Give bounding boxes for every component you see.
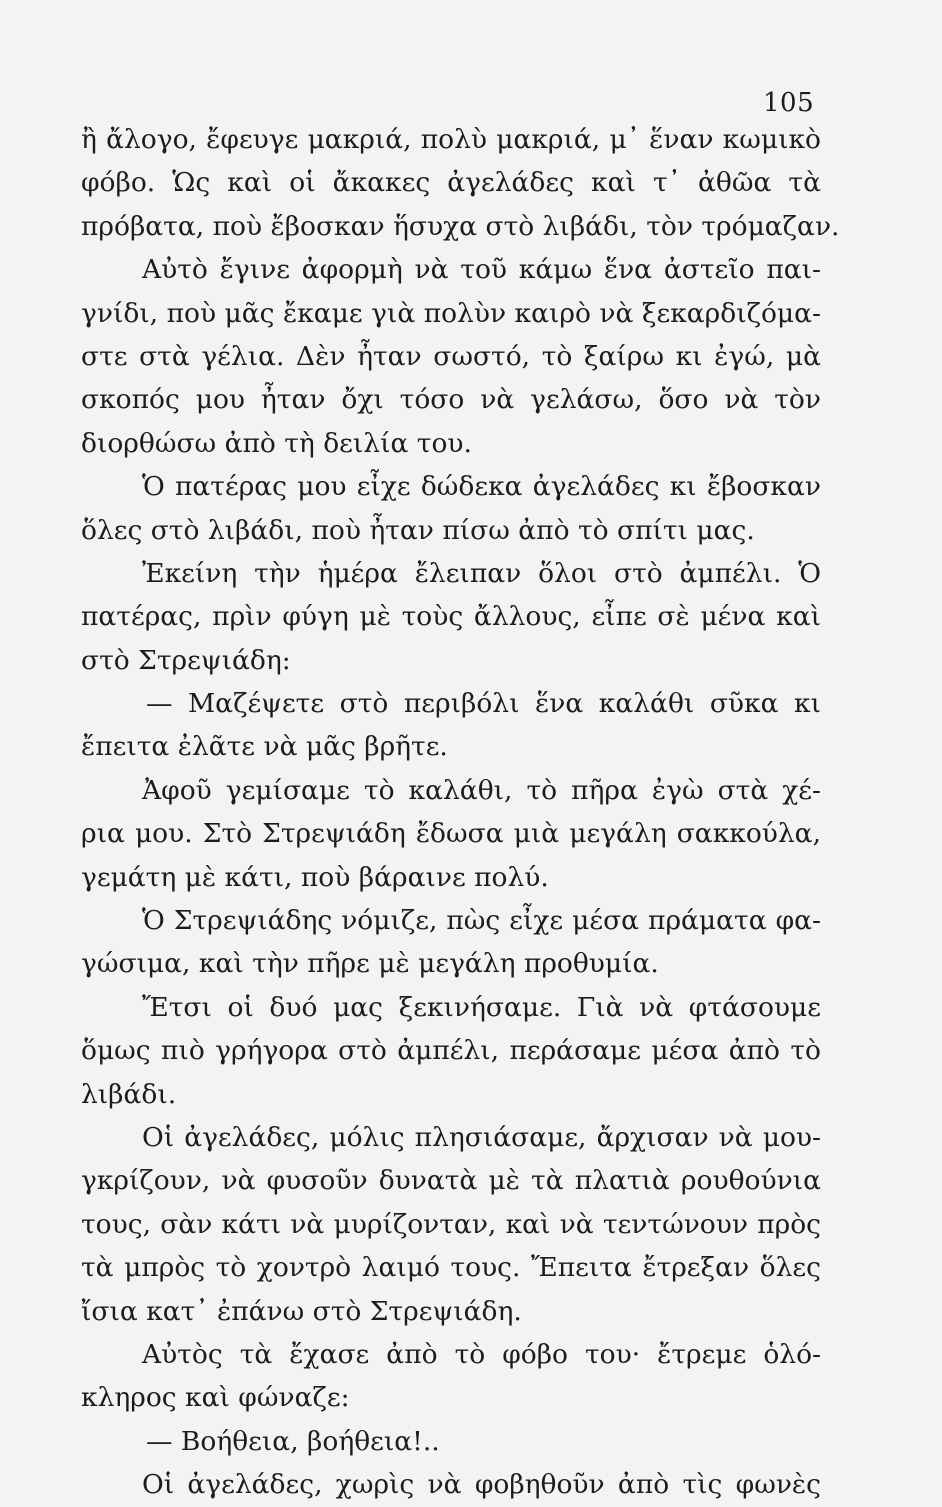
text-line: Οἱ ἀγελάδες, χωρὶς νὰ φοβηθοῦν ἀπὸ τὶς φωνὲς — [142, 1469, 821, 1501]
text-line: πατέρας, πρὶν φύγη μὲ τοὺς ἄλλους, εἶπε σὲ μένα καὶ — [81, 601, 821, 633]
text-line: Οἱ ἀγελάδες, μόλις πλησιάσαμε, ἄρχισαν νὰ μου- — [142, 1121, 821, 1153]
text-line: Ἔτσι οἱ δυό μας ξεκινήσαμε. Γιὰ νὰ φτάσουμε — [142, 991, 821, 1023]
text-line: φόβο. Ὡς καὶ οἱ ἄκακες ἀγελάδες καὶ τ᾽ ἀθῶα τὰ — [81, 167, 821, 199]
text-line: στὸ Στρεψιάδη: — [81, 644, 291, 676]
text-line: ὅμως πιὸ γρήγορα στὸ ἀμπέλι, περάσαμε μέσα ἀπὸ τὸ — [81, 1035, 821, 1067]
text-line: Ἀφοῦ γεμίσαμε τὸ καλάθι, τὸ πῆρα ἐγὼ στὰ χέ- — [142, 774, 821, 806]
page-number: 105 — [763, 88, 815, 118]
text-line: πρόβατα, ποὺ ἔβοσκαν ἥσυχα στὸ λιβάδι, τὸν τρόμαζαν. — [81, 210, 840, 242]
text-line: τὰ μπρὸς τὸ χοντρὸ λαιμό τους. Ἔπειτα ἔτρεξαν ὅλες — [81, 1252, 821, 1284]
text-line: ἔπειτα ἐλᾶτε νὰ μᾶς βρῆτε. — [81, 731, 448, 763]
text-line: ρια μου. Στὸ Στρεψιάδη ἔδωσα μιὰ μεγάλη σακκούλα, — [81, 818, 821, 850]
text-line: ὅλες στὸ λιβάδι, ποὺ ἦταν πίσω ἀπὸ τὸ σπίτι μας. — [81, 514, 755, 546]
text-line: Αὐτὸς τὰ ἔχασε ἀπὸ τὸ φόβο του· ἔτρεμε ὁλό- — [142, 1338, 821, 1370]
text-line: γνίδι, ποὺ μᾶς ἔκαμε γιὰ πολὺν καιρὸ νὰ ξεκαρδιζόμα- — [81, 297, 821, 329]
text-line: ἴσια κατ᾽ ἐπάνω στὸ Στρεψιάδη. — [81, 1295, 522, 1327]
text-line: Αὐτὸ ἔγινε ἀφορμὴ νὰ τοῦ κάμω ἕνα ἀστεῖο παι- — [142, 254, 821, 286]
text-line: σκοπός μου ἦταν ὄχι τόσο νὰ γελάσω, ὅσο νὰ τὸν — [81, 384, 821, 416]
text-line: λιβάδι. — [81, 1078, 177, 1110]
text-line: γεμάτη μὲ κάτι, ποὺ βάραινε πολύ. — [81, 861, 549, 893]
text-line: διορθώσω ἀπὸ τὴ δειλία του. — [81, 427, 472, 459]
text-line: Ὁ Στρεψιάδης νόμιζε, πὼς εἶχε μέσα πράματα φα- — [142, 905, 821, 937]
text-line: — Βοήθεια, βοήθεια!.. — [146, 1425, 440, 1457]
body-text — [81, 118, 840, 1507]
text-line: γκρίζουν, νὰ φυσοῦν δυνατὰ μὲ τὰ πλατιὰ ρουθούνια — [81, 1165, 821, 1197]
text-line: στε στὰ γέλια. Δὲν ἦταν σωστό, τὸ ξαίρω κι ἐγώ, μὰ — [81, 340, 821, 372]
text-line: τους, σὰν κάτι νὰ μυρίζονταν, καὶ νὰ τεντώνουν πρὸς — [81, 1208, 821, 1240]
text-line: Ἐκείνη τὴν ἡμέρα ἔλειπαν ὅλοι στὸ ἀμπέλι. Ὁ — [142, 557, 821, 589]
text-line: Ὁ πατέρας μου εἶχε δώδεκα ἀγελάδες κι ἔβοσκαν — [142, 471, 821, 503]
text-line: — Μαζέψετε στὸ περιβόλι ἕνα καλάθι σῦκα κι — [146, 688, 821, 720]
text-line: κληρος καὶ φώναζε: — [81, 1382, 350, 1414]
text-line: γώσιμα, καὶ τὴν πῆρε μὲ μεγάλη προθυμία. — [81, 948, 659, 980]
text-line: ἢ ἄλογο, ἔφευγε μακριά, πολὺ μακριά, μ᾽ ἕναν κωμικὸ — [81, 124, 821, 155]
